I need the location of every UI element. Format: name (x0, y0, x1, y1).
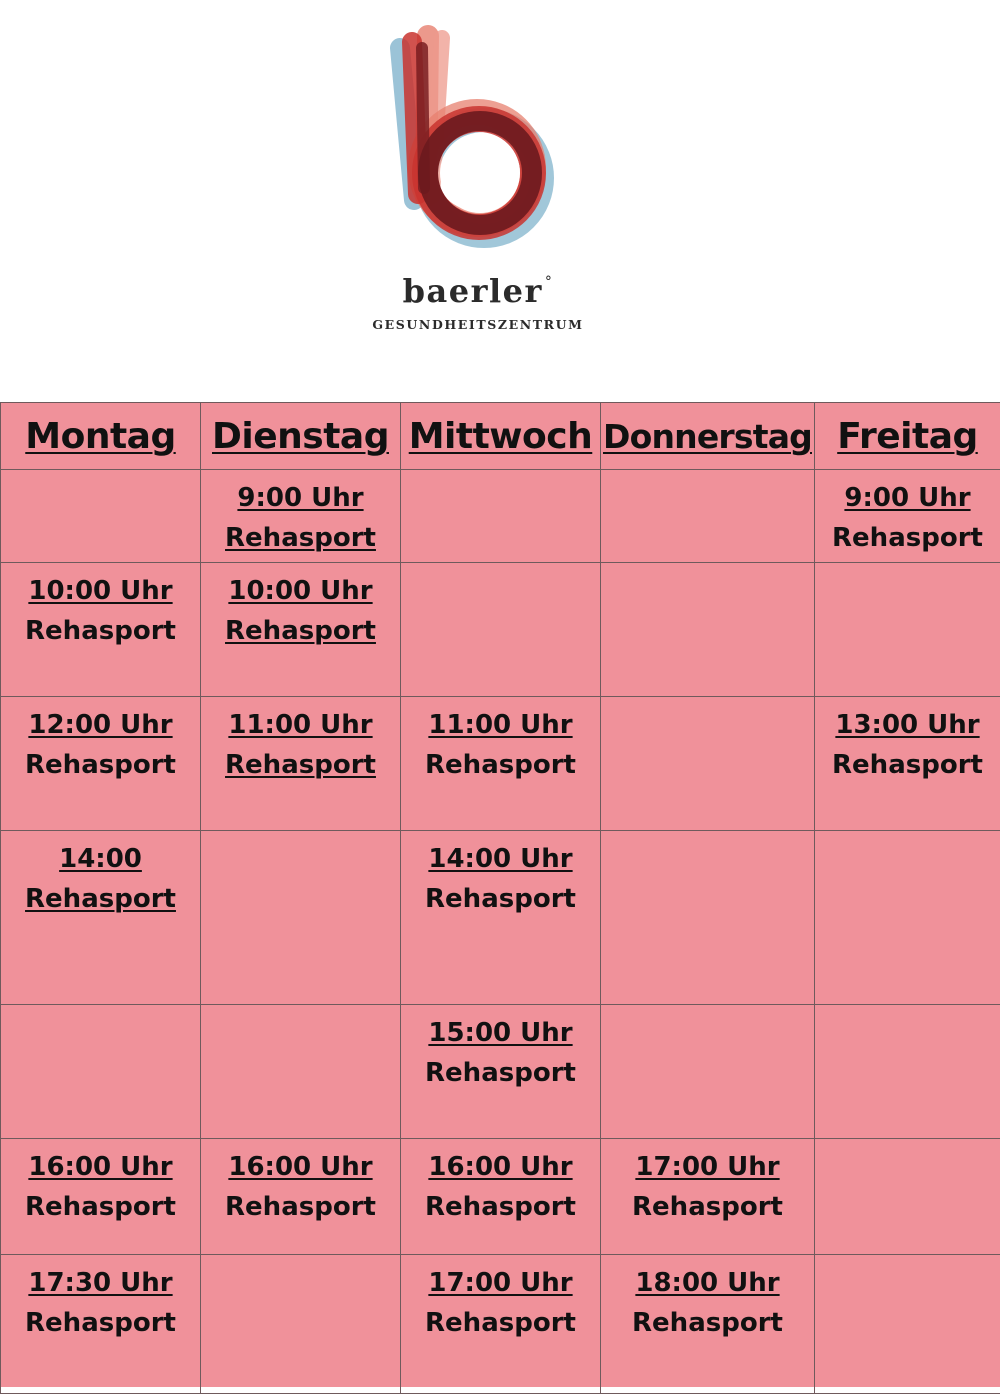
day-header: Donnerstag (601, 403, 815, 470)
slot-label: Rehasport (815, 518, 1000, 558)
schedule-cell (201, 831, 401, 1005)
slot-time: 16:00 Uhr (401, 1147, 600, 1187)
slot-label: Rehasport (1, 611, 200, 651)
schedule-cell (201, 1139, 401, 1255)
slot-label: Rehasport (401, 1187, 600, 1227)
slot-label: Rehasport (401, 879, 600, 919)
slot-time: 16:00 Uhr (1, 1147, 200, 1187)
schedule-cell (1, 470, 201, 563)
slot-time: 18:00 Uhr (601, 1263, 814, 1303)
schedule-cell (601, 1255, 815, 1394)
slot-label: Rehasport (1, 879, 200, 919)
slot-time: 11:00 Uhr (401, 705, 600, 745)
slot-time: 11:00 Uhr (201, 705, 400, 745)
schedule-table (0, 402, 1000, 1387)
table-row (1, 1255, 1000, 1394)
schedule-cell (201, 1255, 401, 1394)
slot-label: Rehasport (401, 1053, 600, 1093)
slot-time: 9:00 Uhr (815, 478, 1000, 518)
schedule-cell (1, 697, 201, 831)
day-header: Dienstag (201, 403, 401, 470)
schedule-cell (201, 470, 401, 563)
schedule-cell (815, 1139, 1000, 1255)
slot-label: Rehasport (1, 745, 200, 785)
slot-time: 17:00 Uhr (601, 1147, 814, 1187)
slot-time: 9:00 Uhr (201, 478, 400, 518)
table-row (1, 563, 1000, 697)
slot-label: Rehasport (1, 1303, 200, 1343)
brand-subtitle: GESUNDHEITSZENTRUM (0, 317, 956, 332)
schedule-cell (401, 563, 601, 697)
schedule-cell (601, 1005, 815, 1139)
schedule-cell (815, 697, 1000, 831)
logo-header (0, 0, 1000, 400)
schedule-cell (601, 1139, 815, 1255)
schedule-cell (1, 563, 201, 697)
slot-label: Rehasport (401, 745, 600, 785)
brand-name: baerler ° (0, 272, 956, 310)
slot-time: 10:00 Uhr (201, 571, 400, 611)
schedule-cell (815, 1005, 1000, 1139)
schedule-cell (601, 697, 815, 831)
schedule-cell (1, 831, 201, 1005)
schedule-cell (601, 831, 815, 1005)
schedule-cell (1, 1005, 201, 1139)
day-header: Montag (1, 403, 201, 470)
slot-label: Rehasport (201, 1187, 400, 1227)
table-row (1, 470, 1000, 563)
slot-time: 17:00 Uhr (401, 1263, 600, 1303)
baerler-logo-icon (382, 18, 562, 250)
slot-label: Rehasport (815, 745, 1000, 785)
schedule-cell (1, 1255, 201, 1394)
schedule-cell (401, 697, 601, 831)
table-row (1, 1139, 1000, 1255)
day-header-row (1, 403, 1000, 470)
schedule-cell (401, 1005, 601, 1139)
slot-label: Rehasport (201, 745, 400, 785)
schedule-cell (401, 470, 601, 563)
schedule-cell (401, 1255, 601, 1394)
schedule-cell (601, 470, 815, 563)
schedule-cell (815, 470, 1000, 563)
schedule-cell (201, 697, 401, 831)
schedule-cell (1, 1139, 201, 1255)
slot-label: Rehasport (601, 1303, 814, 1343)
slot-time: 10:00 Uhr (1, 571, 200, 611)
slot-label: Rehasport (201, 518, 400, 558)
table-row (1, 1005, 1000, 1139)
slot-time: 16:00 Uhr (201, 1147, 400, 1187)
slot-time: 13:00 Uhr (815, 705, 1000, 745)
slot-label: Rehasport (401, 1303, 600, 1343)
slot-label: Rehasport (1, 1187, 200, 1227)
schedule-cell (201, 1005, 401, 1139)
slot-time: 12:00 Uhr (1, 705, 200, 745)
table-row (1, 697, 1000, 831)
schedule-cell (815, 831, 1000, 1005)
slot-time: 15:00 Uhr (401, 1013, 600, 1053)
slot-time: 17:30 Uhr (1, 1263, 200, 1303)
slot-time: 14:00 (1, 839, 200, 879)
slot-time: 14:00 Uhr (401, 839, 600, 879)
schedule-cell (401, 1139, 601, 1255)
schedule-cell (815, 1255, 1000, 1394)
slot-label: Rehasport (601, 1187, 814, 1227)
slot-label: Rehasport (201, 611, 400, 651)
schedule-cell (815, 563, 1000, 697)
schedule-cell (601, 563, 815, 697)
day-header: Freitag (815, 403, 1000, 470)
day-header: Mittwoch (401, 403, 601, 470)
schedule-cell (401, 831, 601, 1005)
schedule-cell (201, 563, 401, 697)
table-row (1, 831, 1000, 1005)
